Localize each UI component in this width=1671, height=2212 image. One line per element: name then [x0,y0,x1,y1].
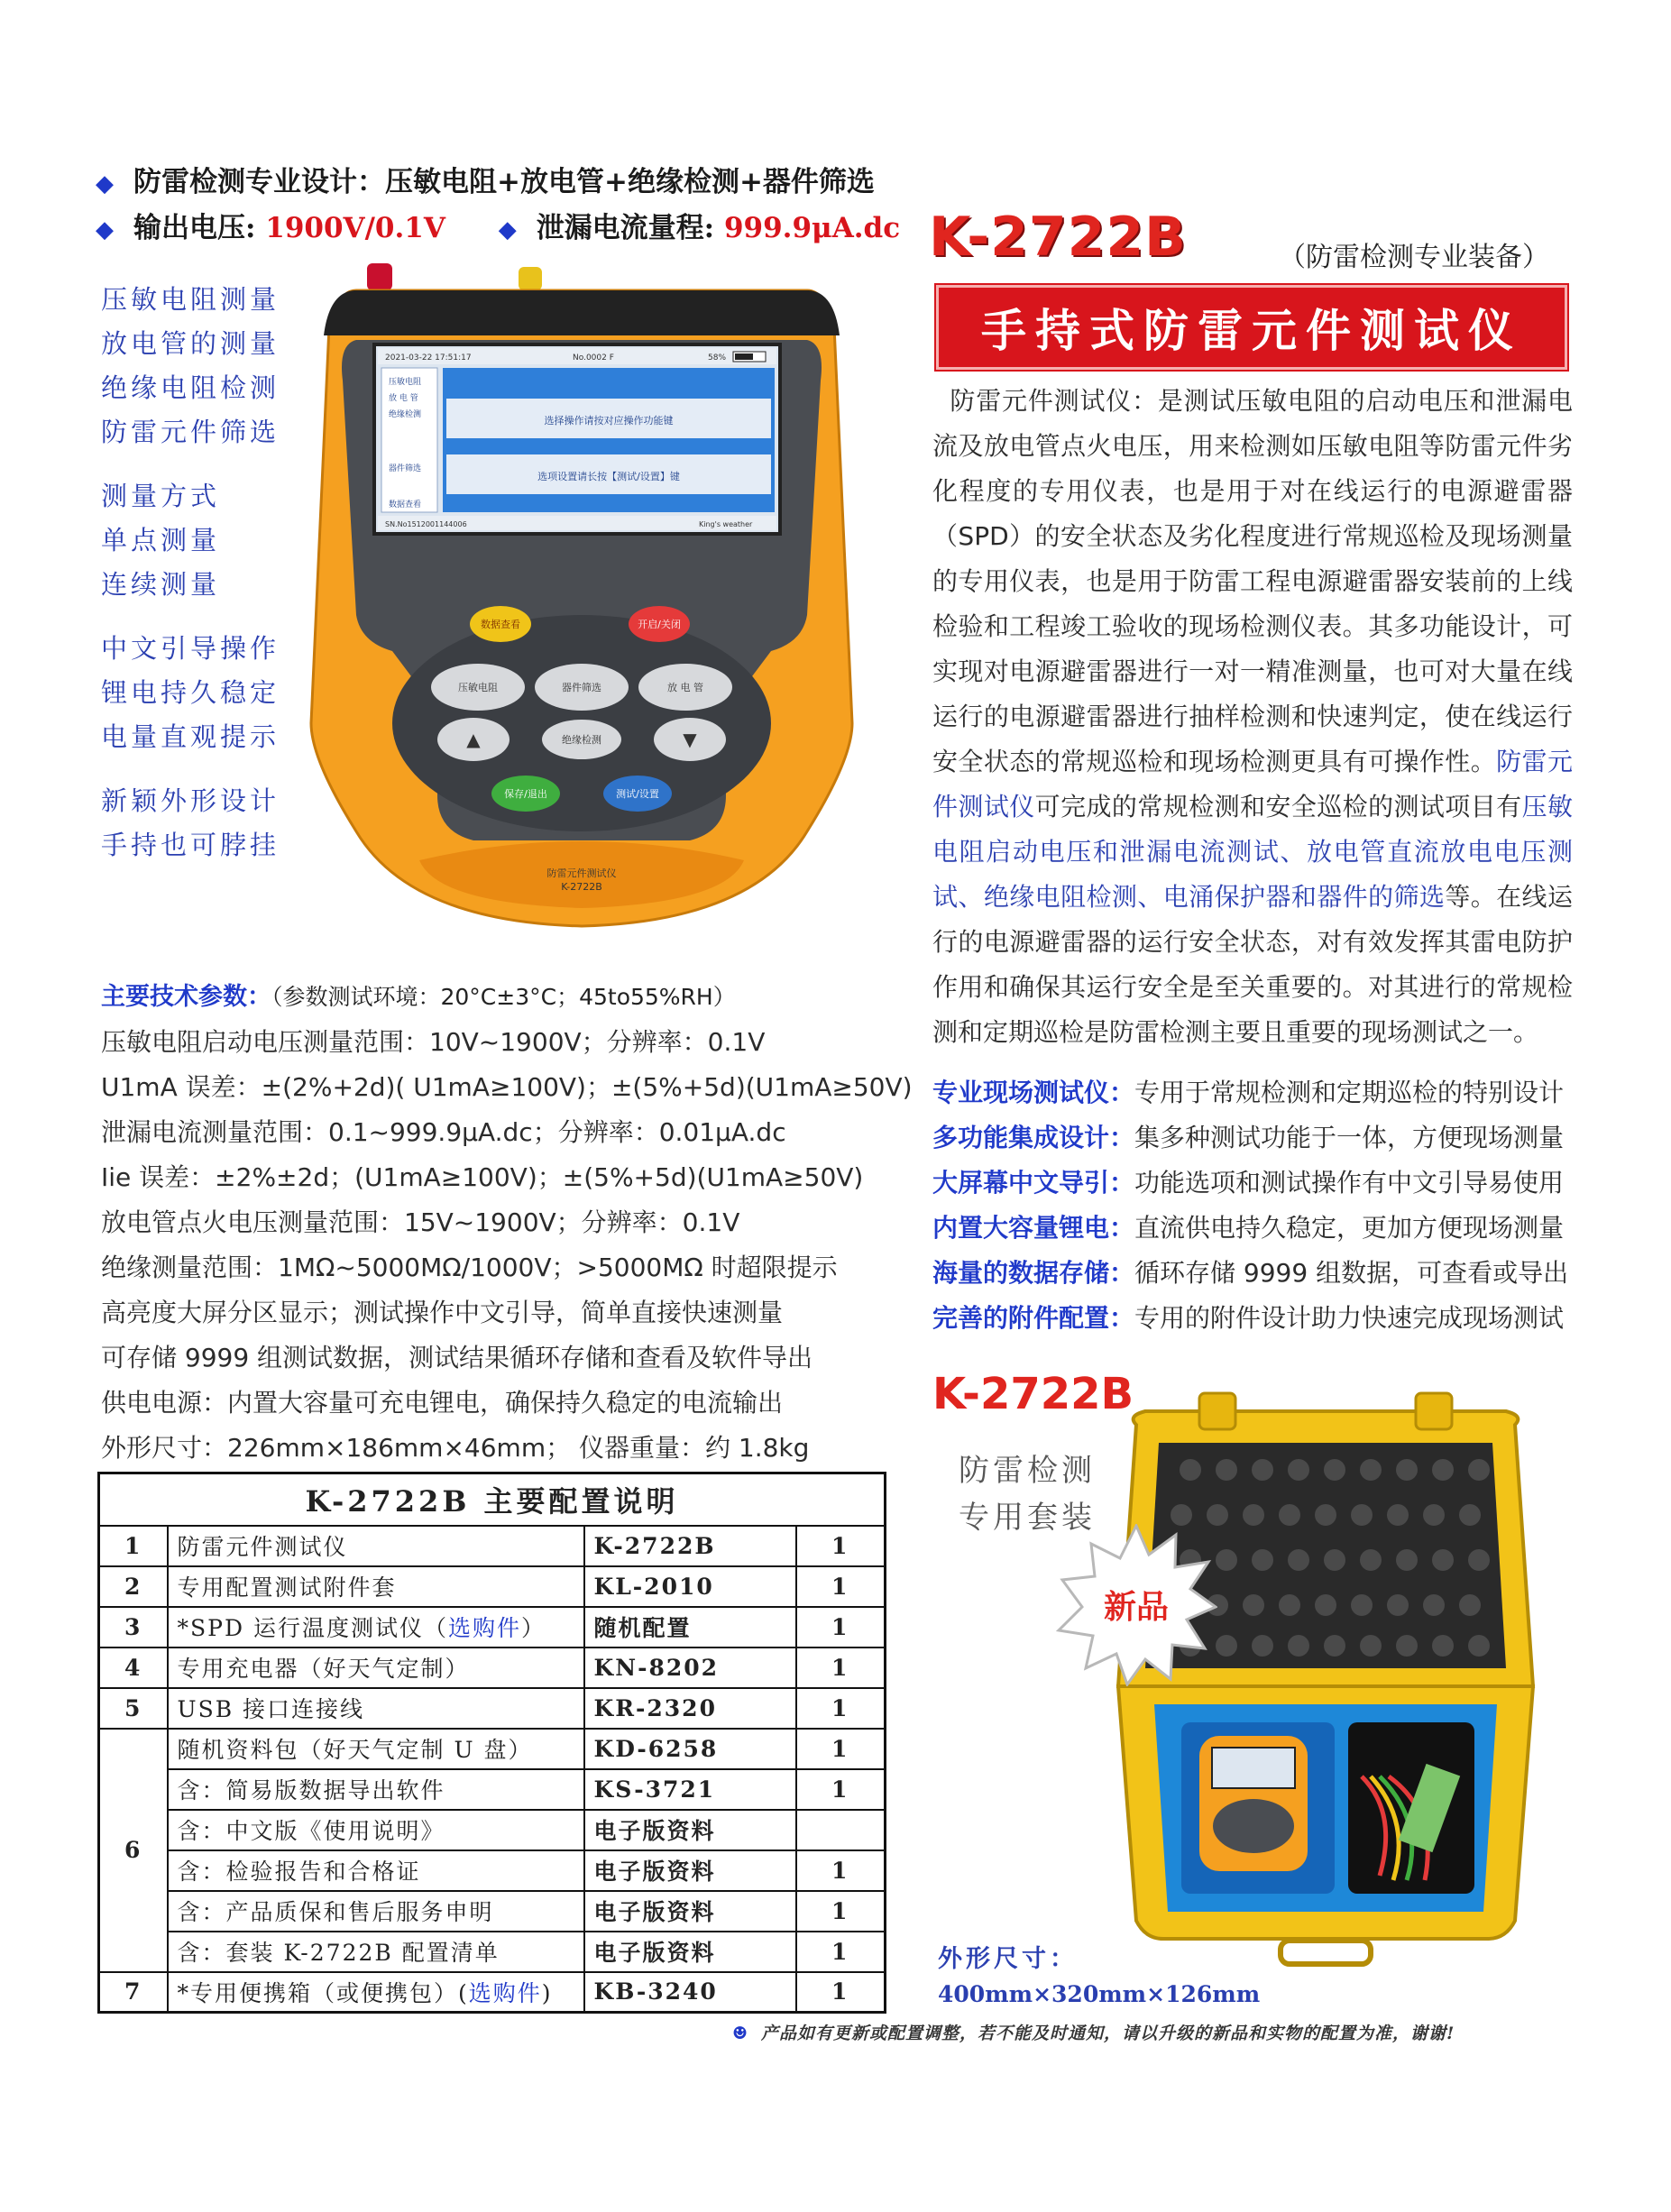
new-product-badge [1055,1524,1217,1686]
spec-heading-label: 主要技术参数： [101,983,271,1011]
feature-group-2 [101,474,220,607]
spec-row: 高亮度大屏分区显示；测试操作中文引导，简单直接快速测量 [101,1298,784,1327]
spec-row: 外形尺寸：226mm×186mm×46mm； 仪器重量：约 1.8kg [101,1433,810,1463]
row-qty: 1 [796,1891,886,1932]
feature-row-label: 多功能集成设计： [932,1123,1135,1152]
device-label-model: K-2722B [561,881,602,893]
screen-menu-item: 器件筛选 [389,464,422,473]
row-qty: 1 [796,1972,886,2013]
config-table-header [99,1473,886,1526]
row-name: 含：简易版数据导出软件 [168,1769,584,1810]
feature-item: 绝缘电阻检测 [101,372,280,403]
feature-row-text: 直流供电持久稳定，更加方便现场测量 [1134,1213,1565,1243]
leak-current-label: 泄漏电流量程: [536,212,715,244]
feature-row [932,1118,1564,1154]
row-name [168,1607,584,1648]
row-no: 7 [99,1972,168,2013]
screen-menu-item: 绝缘检测 [389,410,422,419]
feature-group-3 [101,627,280,759]
header-line-1 [96,159,875,199]
feature-row-text: 专用的附件设计助力快速完成现场测试 [1134,1303,1565,1333]
table-row [99,1932,886,1972]
battery-fill [735,353,753,360]
new-product-badge-text: 新品 [1103,1588,1170,1626]
small-device-screen [1212,1748,1295,1788]
feature-row-label: 海量的数据存储： [932,1258,1135,1288]
feature-row [932,1299,1564,1335]
small-device-keypad [1213,1799,1294,1853]
row-name: 含：产品质保和售后服务申明 [168,1891,584,1932]
row-code: 电子版资料 [584,1810,796,1850]
row-qty: 1 [796,1648,886,1688]
gdt-button-label: 放 电 管 [667,682,703,693]
model-subtitle: （防雷检测专业装备） [1279,242,1549,273]
row-qty: 1 [796,1850,886,1891]
tester-device-image [302,254,861,935]
output-voltage-value: 1900V/0.1V [265,212,445,244]
feature-row-label: 大屏幕中文导引： [932,1168,1135,1198]
data-view-button-label: 数据查看 [481,619,520,630]
table-row [99,1607,886,1648]
row-name [168,1972,584,2013]
footnote-text: 产品如有更新或配置调整，若不能及时通知，请以升级的新品和实物的配置为准，谢谢! [761,2024,1455,2043]
spec-row: U1mA 误差：±(2%+2d)( U1mA≥100V)；±(5%+5d)(U1mA≥50V) [101,1072,913,1102]
screen-footer-brand: King's weather [699,520,753,528]
row-name-text: *专用便携箱（或便携包）( [177,1979,469,2006]
table-row [99,1566,886,1607]
intro-text-3: 等。在线运行的电源避雷器的运行安全状态，对有效发挥其雷电防护作用和确保其运行安全是至关重要的。对其进行的常规检测和定期巡检是防雷检测主要且重要的现场测试之一。 [932,882,1573,1047]
red-probe-jack [367,263,392,290]
row-no: 3 [99,1607,168,1648]
row-name: 含：中文版《使用说明》 [168,1810,584,1850]
row-code: KB-3240 [584,1972,796,2013]
feature-item: 新颖外形设计 [101,785,280,816]
row-no: 1 [99,1526,168,1566]
save-exit-button-label: 保存/退出 [504,788,547,800]
screen-menu-item: 放 电 管 [389,394,418,403]
feature-item: 防雷元件筛选 [101,417,280,447]
case-subtitle-line: 防雷检测 [959,1453,1096,1489]
spec-row: 绝缘测量范围：1MΩ~5000MΩ/1000V；>5000MΩ 时超限提示 [101,1253,838,1282]
feature-row-text: 专用于常规检测和定期巡检的特别设计 [1134,1078,1565,1107]
feature-item: 单点测量 [101,525,221,555]
diamond-bullet-icon: ◆ [498,216,517,243]
row-name: 防雷元件测试仪 [168,1526,584,1566]
row-code: KD-6258 [584,1729,796,1769]
product-banner-text: 手持式防雷元件测试仪 [981,305,1522,357]
table-row [99,1688,886,1729]
feature-row [932,1208,1564,1244]
intro-text-1: 防雷元件测试仪：是测试压敏电阻的启动电压和泄漏电流及放电管点火电压，用来检测如压敏电阻等防雷元件劣化程度的专用仪表，也是用于对在线运行的电源避雷器（SPD）的安全状态及劣化程度进行常规巡检及现场测量的专用仪表，也是用于防雷工程电源避雷器安装前的上线检验和工程竣工验收的现场检测仪表。其多功能设计，可实现对电源避雷器进行一对一精准测量，也可对大量在线运行的电源避雷器进行抽样检测和快速判定，使在线运行安全状态的常规巡检和现场检测更具有可操作性。 [932,386,1573,776]
table-row [99,1648,886,1688]
optional-note: 选购件 [468,1979,542,2006]
smile-icon: ☻ [732,2024,749,2043]
model-title: K-2722B [929,206,1187,269]
row-qty: 1 [796,1566,886,1607]
row-qty: 1 [796,1729,886,1769]
case-latch [1416,1393,1452,1429]
feature-item: 压敏电阻测量 [101,284,280,315]
feature-item: 放电管的测量 [101,328,280,359]
row-name: 专用配置测试附件套 [168,1566,584,1607]
row-code: 电子版资料 [584,1850,796,1891]
row-no: 5 [99,1688,168,1729]
row-name: USB 接口连接线 [168,1688,584,1729]
row-qty: 1 [796,1769,886,1810]
feature-row-text: 集多种测试功能于一体，方便现场测量 [1134,1123,1565,1152]
device-top-band [324,290,840,335]
spec-row: Iie 误差：±2%±2d；(U1mA≥100V)；±(5%+5d)(U1mA≥50V) [101,1162,864,1192]
feature-group-4 [101,779,280,867]
feature-row [932,1253,1568,1290]
screen-menu [381,368,437,512]
row-name: 含：检验报告和合格证 [168,1850,584,1891]
header-line-1-text: 防雷检测专业设计：压敏电阻+放电管+绝缘检测+器件筛选 [133,166,875,198]
feature-row-text: 循环存储 9999 组数据，可查看或导出 [1134,1258,1569,1288]
table-row [99,1526,886,1566]
screen-message-1: 选择操作请按对应操作功能键 [544,415,674,427]
up-arrow-icon: ▲ [466,729,481,750]
row-code: 电子版资料 [584,1891,796,1932]
case-handle [1281,1941,1371,1964]
intro-highlight: 防雷元件测试仪 [932,747,1573,821]
row-qty: 1 [796,1607,886,1648]
screen-menu-item: 数据查看 [389,500,422,509]
row-no: 4 [99,1648,168,1688]
row-code: KL-2010 [584,1566,796,1607]
feature-item: 电量直观提示 [101,721,280,752]
down-arrow-icon: ▼ [683,729,697,750]
table-row [99,1850,886,1891]
table-row [99,1891,886,1932]
feature-item: 测量方式 [101,481,221,511]
spec-row: 压敏电阻启动电压测量范围：10V~1900V；分辨率：0.1V [101,1027,766,1057]
row-no: 2 [99,1566,168,1607]
row-code: KN-8202 [584,1648,796,1688]
feature-row [932,1163,1564,1199]
config-table [97,1472,886,2014]
table-row [99,1769,886,1810]
table-row [99,1972,886,2013]
row-name-text: ） [520,1615,546,1641]
leak-current-value: 999.9μA.dc [723,212,901,244]
feature-row-label: 专业现场测试仪： [932,1078,1135,1107]
row-code: 随机配置 [584,1607,796,1648]
feature-row [932,1073,1564,1109]
mov-button-label: 压敏电阻 [458,682,498,693]
feature-item: 连续测量 [101,569,221,600]
spec-heading [101,977,736,1012]
test-setup-button-label: 测试/设置 [616,788,659,800]
spec-row: 放电管点火电压测量范围：15V~1900V；分辨率：0.1V [101,1207,740,1237]
intro-paragraph [932,379,1573,1055]
row-name-text: ) [541,1979,553,2006]
row-name: 随机资料包（好天气定制 U 盘） [168,1729,584,1769]
feature-row-text: 功能选项和测试操作有中文引导易使用 [1134,1168,1565,1198]
intro-text-2: 可完成的常规检测和安全巡检的测试项目有 [1034,792,1522,821]
feature-group-1 [101,278,280,454]
row-no: 6 [99,1729,168,1972]
feature-item: 手持也可脖挂 [101,830,280,860]
feature-item: 中文引导操作 [101,633,280,664]
spec-row: 供电电源：内置大容量可充电锂电，确保持久稳定的电流输出 [101,1388,784,1418]
insulation-button-label: 绝缘检测 [562,734,601,746]
footnote [732,2020,1455,2044]
optional-note: 选购件 [447,1615,521,1641]
diamond-bullet-icon: ◆ [96,170,114,197]
feature-item: 锂电持久稳定 [101,677,280,708]
table-row [99,1729,886,1769]
product-banner [936,285,1567,370]
screen-status-battery: 58% [708,353,727,363]
row-name-text: *SPD 运行温度测试仪（ [177,1615,448,1641]
row-qty: 1 [796,1932,886,1972]
case-dimension-value: 400mm×320mm×126mm [938,1981,1261,2007]
config-table-title: K-2722B 主要配置说明 [99,1473,886,1526]
screening-button-label: 器件筛选 [562,682,601,693]
row-code: 电子版资料 [584,1932,796,1972]
feature-row-label: 完善的附件配置： [932,1303,1135,1333]
spec-heading-note: （参数测试环境：20°C±3°C；45to55%RH） [271,984,736,1010]
table-row [99,1810,886,1850]
row-name: 含：套装 K-2722B 配置清单 [168,1932,584,1972]
screen-status-no: No.0002 F [573,353,614,363]
header-line-2 [96,205,900,245]
case-dimension-label: 外形尺寸： [938,1945,1078,1973]
screen-footer-sn: SN.No1512001144006 [385,520,467,528]
row-name: 专用充电器（好天气定制） [168,1648,584,1688]
case-latch [1199,1393,1235,1429]
feature-row-label: 内置大容量锂电： [932,1213,1135,1243]
yellow-probe-jack [519,267,542,290]
screen-status-time: 2021-03-22 17:51:17 [385,353,472,363]
diamond-bullet-icon: ◆ [96,216,114,243]
screen-menu-item: 压敏电阻 [389,378,422,387]
power-button-label: 开启/关闭 [638,619,681,630]
intro-test-items: 压敏电阻启动电压和泄漏电流测试、放电管直流放电电压测试、绝缘电阻检测、电涌保护器和器件的筛选 [932,792,1573,912]
device-label-name: 防雷元件测试仪 [546,867,617,879]
row-qty: 1 [796,1526,886,1566]
row-qty [796,1810,886,1850]
row-code: KR-2320 [584,1688,796,1729]
spec-row: 泄漏电流测量范围：0.1~999.9μA.dc；分辨率：0.01μA.dc [101,1117,786,1147]
row-code: KS-3721 [584,1769,796,1810]
case-title: K-2722B [932,1369,1134,1419]
output-voltage-label: 输出电压: [133,212,256,244]
screen-message-2: 选项设置请长按【测试/设置】键 [537,471,680,482]
case-subtitle-line: 专用套装 [959,1500,1096,1536]
row-code: K-2722B [584,1526,796,1566]
spec-row: 可存储 9999 组测试数据，测试结果循环存储和查看及软件导出 [101,1343,813,1372]
row-qty: 1 [796,1688,886,1729]
